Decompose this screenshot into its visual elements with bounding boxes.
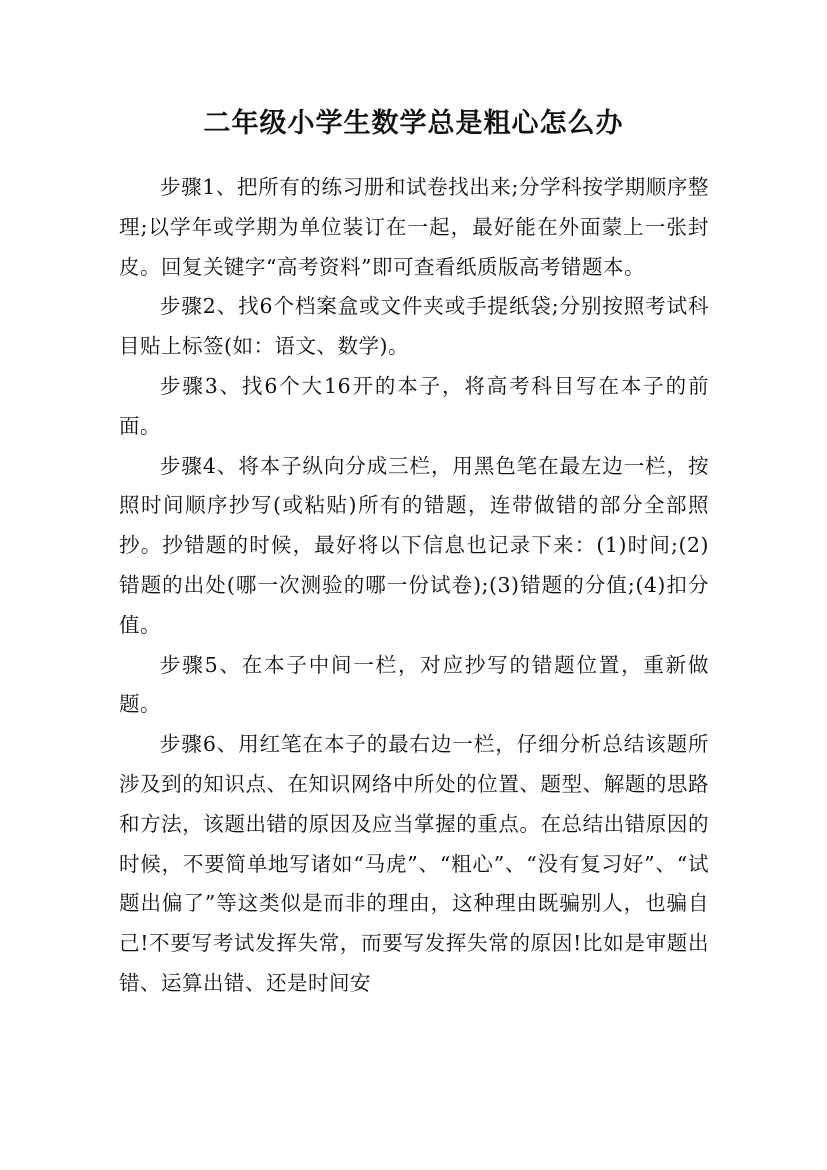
- document-body: [119, 168, 709, 1004]
- paragraph-step-4: 步骤4、将本子纵向分成三栏，用黑色笔在最左边一栏，按照时间顺序抄写(或粘贴)所有的错题，连带做错的部分全部照抄。抄错题的时候，最好将以下信息也记录下来：(1)时间;(2)错题的出处(哪一次测验的哪一份试卷);(3)错题的分值;(4)扣分值。: [119, 453, 709, 637]
- paragraph-step-2: 步骤2、找6个档案盒或文件夹或手提纸袋;分别按照考试科目贴上标签(如：语文、数学)。: [119, 294, 709, 359]
- paragraph-step-5: 步骤5、在本子中间一栏，对应抄写的错题位置，重新做题。: [119, 652, 709, 717]
- paragraph-step-1: 步骤1、把所有的练习册和试卷找出来;分学科按学期顺序整理;以学年或学期为单位装订在一起，最好能在外面蒙上一张封皮。回复关键字“高考资料”即可查看纸质版高考错题本。: [119, 175, 709, 279]
- document-title: 二年级小学生数学总是粗心怎么办: [203, 108, 624, 139]
- paragraph-step-6: 步骤6、用红笔在本子的最右边一栏，仔细分析总结该题所涉及到的知识点、在知识网络中所处的位置、题型、解题的思路和方法，该题出错的原因及应当掌握的重点。在总结出错原因的时候，不要简单地写诸如“马虎”、“粗心”、“没有复习好”、“试题出偏了”等这类似是而非的理由，这种理由既骗别人，也骗自己!不要写考试发挥失常，而要写发挥失常的原因!比如是审题出错、运算出错、还是时间安: [119, 732, 709, 995]
- paragraph-step-3: 步骤3、找6个大16开的本子，将高考科目写在本子的前面。: [119, 373, 709, 438]
